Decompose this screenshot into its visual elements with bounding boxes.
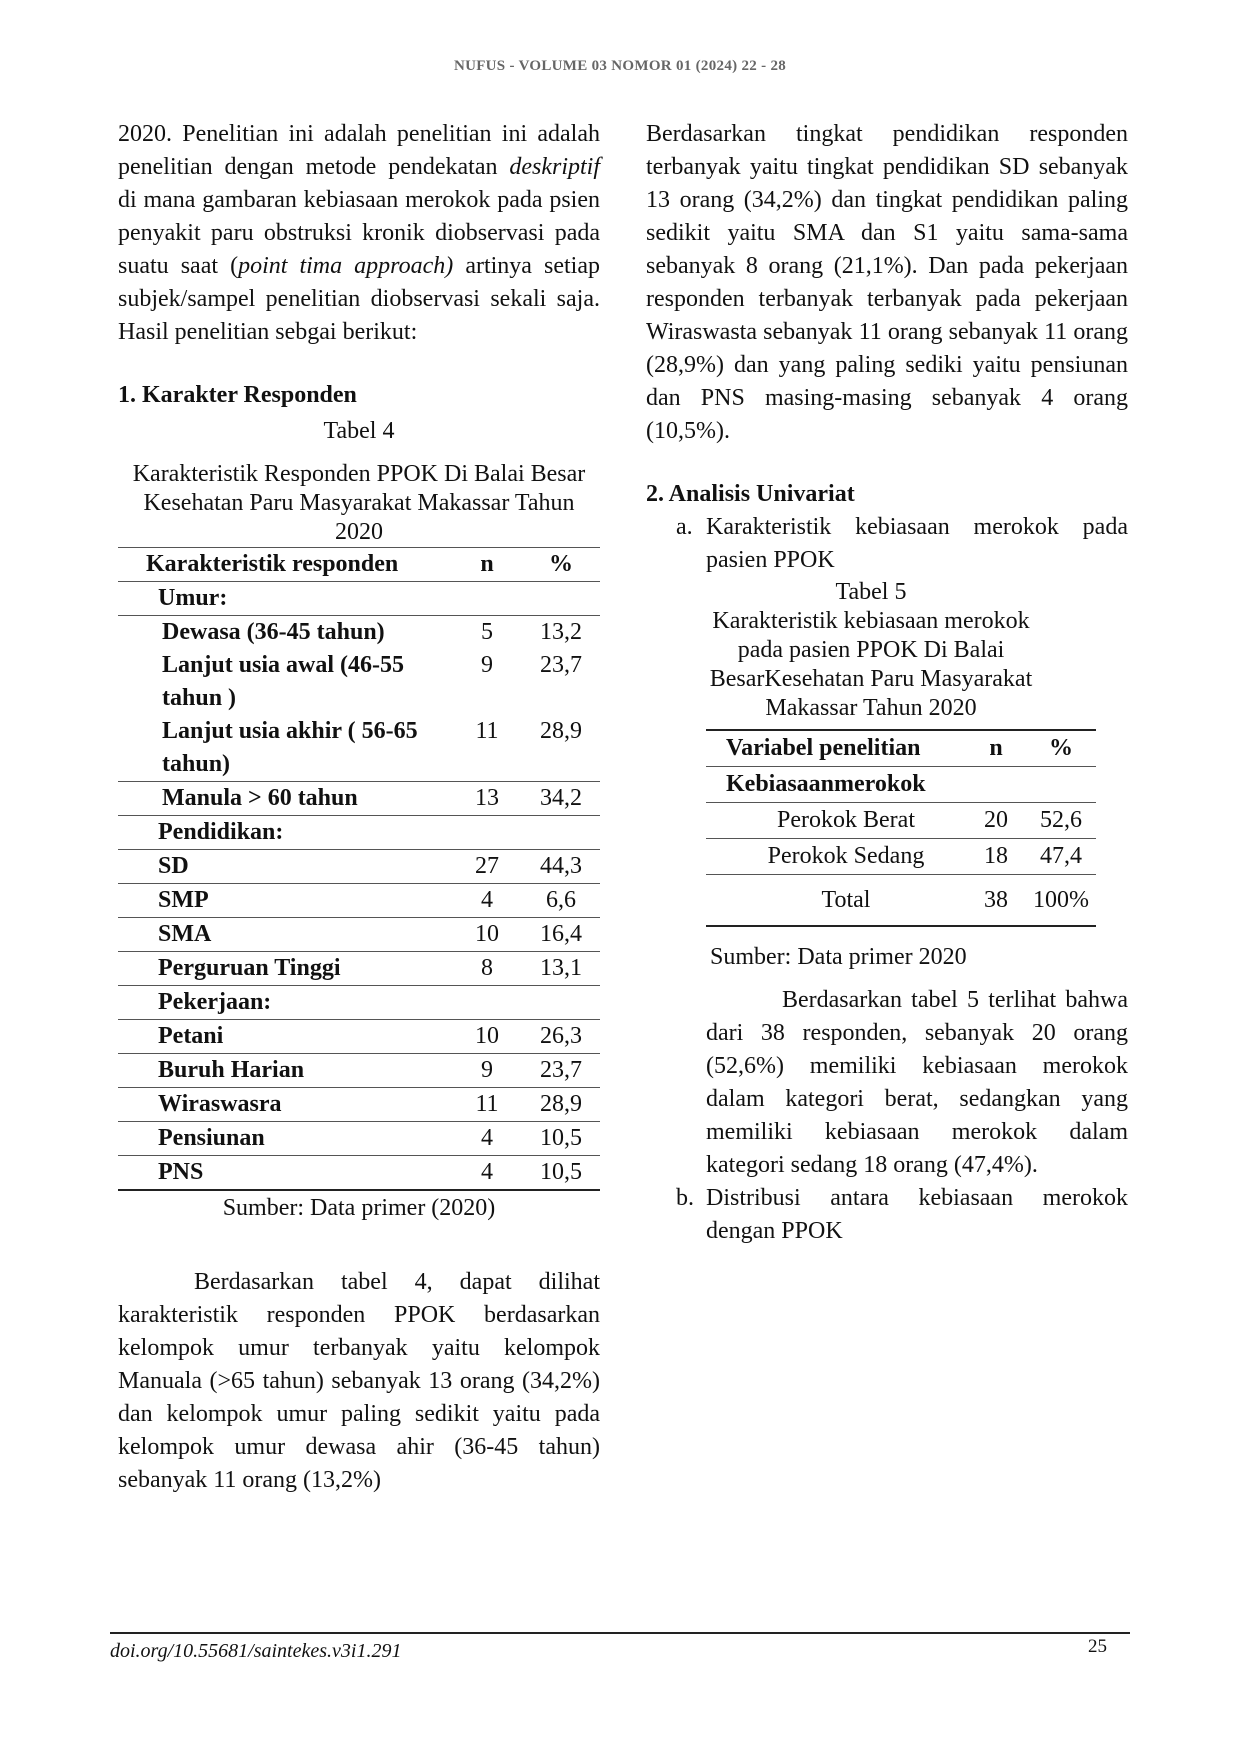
list-marker-b: b.: [676, 1185, 694, 1211]
table-group-row: Pendidikan:: [118, 816, 600, 850]
table5-block: [706, 577, 1128, 974]
paragraph-after-table5: Berdasarkan tabel 5 terlihat bahwa dari 38 responden, sebanyak 20 orang (52,6%) memiliki kebiasaan merokok dalam kategori berat, sedangkan yang memiliki kebiasaan merokok dalam kategori sedang 18 orang (47,4%).: [706, 987, 1128, 1178]
table-row: Perokok Berat 20 52,6: [706, 803, 1096, 839]
table5-header-row: [706, 730, 1096, 767]
table-group-row: Umur:: [118, 582, 600, 616]
table5-title: Karakteristik kebiasaan merokok pada pasien PPOK Di Balai BesarKesehatan Paru Masyarakat Makassar Tahun 2020: [709, 608, 1033, 721]
table-row: SMA 10 16,4: [118, 918, 600, 952]
list-text-a: Karakteristik kebiasaan merokok pada pasien PPOK: [706, 514, 1128, 573]
table-row: Wiraswasra 11 28,9: [118, 1088, 600, 1122]
table-group-row: Pekerjaan:: [118, 986, 600, 1020]
table-row: Dewasa (36-45 tahun) 5 13,2: [118, 616, 600, 650]
page-number: 25: [1088, 1636, 1107, 1657]
right-column: [646, 118, 1128, 1248]
paragraph-after-table4: Berdasarkan tabel 4, dapat dilihat karakteristik responden PPOK berdasarkan kelompok umur terbanyak yaitu kelompok Manuala (>65 tahun) sebanyak 13 orang (34,2%) dan kelompok umur paling sedikit yaitu pada kelompok umur dewasa ahir (36-45 tahun) sebanyak 11 orang (13,2%): [118, 1269, 600, 1493]
table4-title: Karakteristik Responden PPOK Di Balai Besar Kesehatan Paru Masyarakat Makassar Tahun 2020: [132, 461, 586, 545]
running-header: NUFUS - VOLUME 03 NOMOR 01 (2024) 22 - 28: [453, 58, 787, 74]
table4-label: Tabel 4: [323, 418, 395, 444]
table4-source: Sumber: Data primer (2020): [222, 1195, 496, 1221]
section-heading-1: 1. Karakter Responden: [118, 382, 357, 408]
table-row: Perokok Sedang 18 47,4: [706, 839, 1096, 875]
list-item-b: [646, 1182, 1128, 1248]
table-row: Manula > 60 tahun 13 34,2: [118, 782, 600, 816]
paragraph-right-top: Berdasarkan tingkat pendidikan responden terbanyak yaitu tingkat pendidikan SD sebanyak 13 orang (34,2%) dan tingkat pendidikan paling sedikit yaitu SMA dan S1 yaitu sama-sama sebanyak 8 orang (21,1%). Dan pada pekerjaan responden terbanyak terbanyak pada pekerjaan Wiraswasta sebanyak 11 orang sebanyak 11 orang (28,9%) dan yang paling sediki yaitu pensiunan dan PNS masing-masing sebanyak 4 orang (10,5%).: [646, 121, 1128, 444]
table5-total-row: Total 38 100%: [706, 875, 1096, 927]
table-row: PNS 4 10,5: [118, 1156, 600, 1191]
header-variabel: Variabel penelitian: [706, 730, 966, 767]
table-row: SMP 4 6,6: [118, 884, 600, 918]
table5-source: Sumber: Data primer 2020: [710, 944, 967, 970]
header-pct: %: [522, 548, 600, 582]
table-row: Lanjut usia akhir ( 56-65 tahun) 11 28,9: [162, 718, 582, 777]
section-heading-2: 2. Analisis Univariat: [646, 481, 855, 507]
table-row: Lanjut usia awal (46-55 tahun ) 9 23,7: [162, 652, 582, 711]
list-text-b: Distribusi antara kebiasaan merokok dengan PPOK: [706, 1185, 1128, 1244]
intro-paragraph: 2020. Penelitian ini adalah penelitian ini adalah penelitian dengan metode pendekatan deskriptif di mana gambaran kebiasaan merokok pada psien penyakit paru obstruksi kronik diobservasi pada suatu saat (point tima approach) artinya setiap subjek/sampel penelitian diobservasi sekali saja. Hasil penelitian sebgai berikut:: [118, 121, 600, 345]
table-row: Perguruan Tinggi 8 13,1: [118, 952, 600, 986]
header-n: n: [966, 730, 1026, 767]
header-n: n: [452, 548, 522, 582]
list-item-a: [646, 511, 1128, 577]
table-row: Buruh Harian 9 23,7: [118, 1054, 600, 1088]
table-header-row: [118, 548, 600, 582]
table-row: Petani 10 26,3: [118, 1020, 600, 1054]
table-row: SD 27 44,3: [118, 850, 600, 884]
footer-doi: doi.org/10.55681/saintekes.v3i1.291: [110, 1640, 402, 1662]
table-4: [118, 547, 600, 1191]
list-marker-a: a.: [676, 514, 693, 540]
sublist-b: [646, 1182, 1128, 1248]
table-5: [706, 729, 1096, 927]
header-karakteristik: Karakteristik responden: [118, 548, 452, 582]
sublist-a: [646, 511, 1128, 577]
table5-group-row: Kebiasaanmerokok: [706, 767, 1096, 803]
footer-rule: [110, 1632, 1130, 1634]
left-column: [118, 118, 600, 1497]
header-pct: %: [1026, 730, 1096, 767]
table5-label: Tabel 5: [835, 579, 907, 605]
table-row: Pensiunan 4 10,5: [118, 1122, 600, 1156]
